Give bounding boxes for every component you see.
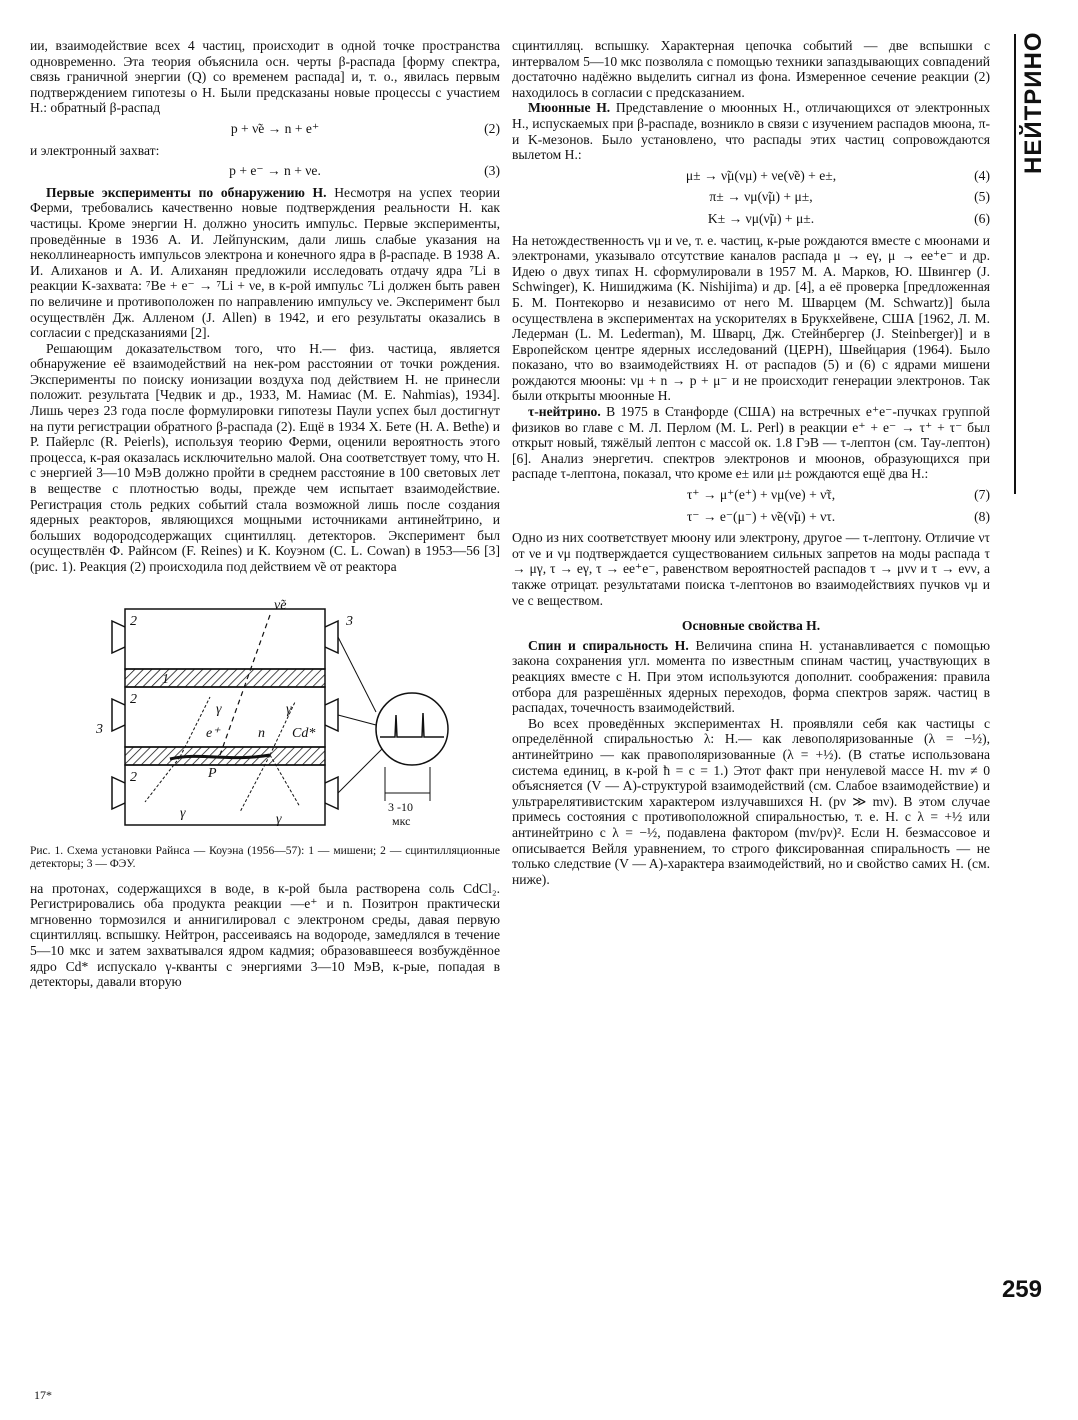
left-paragraph-4: Решающим доказательством того, что Н.— физ. частица, является обнаружение её взаимодействий на нек-ром расстоянии от точки рождения. Эксперименты по поиску ионизации воздуха под действием Н. не принесли положит. результата [Чедвик и др., 1933, М. Намиас (М. Е. Nahmias), 1934]. Лишь через 23 года после формулировки гипотезы Паули успех был достигнут на пути регистрации обратного β-распада (2). Ещё в 1934 X. Бете (H. A. Bethe) и Р. Пайерлс (R. Peierls), используя теорию Ферми, оценили вероятность этого процесса, к-рая оказалась исключительно малой. Она соответствует тому, что Н. с энергией 3—10 МэВ должно пройти в среднем расстояние в 100 световых лет в веществе с плотностью воды, прежде чем испытает взаимодействие. Регистрация столь редких событий стала возможной лишь после создания ядерных реакторов, являющихся мощными источниками антинейтрино, и больших водородсодержащих сцинтилляц. детекторов. Эксперимент был осуществлён Ф. Райнсом (F. Reines) и К. Коуэном (C. L. Cowan) в 1953—56 [3] (рис. 1). Реакция (2) происходила под действием ν̃e от реактора: [30, 340, 500, 574]
wire-bottom: [338, 749, 382, 793]
equation-6-number: (6): [974, 210, 990, 226]
label-eplus: e⁺: [206, 725, 220, 741]
equation-2-formula: p + ν̃e → n + e⁺: [230, 120, 320, 136]
heading-spin-helicity: Спин и спиральность Н.: [528, 637, 689, 653]
equation-2-number: (2): [484, 120, 500, 136]
right-paragraph-6: [512, 638, 990, 716]
label-gamma-3: γ: [180, 805, 186, 821]
right-paragraph-2: [512, 100, 990, 162]
right-paragraph-3: На нетождественность νμ и νe, т. е. частиц, к-рые рождаются вместе с мюонами и электронами, указывало отсутствие каналов распада μ → eγ, μ → ee⁺e⁻ и др. Идею о двух типах Н. сформулировали в 1957 М. А. Марков, Ю. Швингер (J. Schwinger), К. Нишиджима (K. Nishijima) и др. [4], а её проверка [предложенная Б. М. Понтекорво и независимо от него М. Шварцем (M. Schwartz)] была осуществлена в экспериментах на ускорителях в Брукхейвене, США [1962, Л. М. Ледерман (L. M. Lederman), М. Шварц, Дж. Стейнбергер (J. Steinberger)] и в Европейском центре ядерных исследований (ЦЕРН), Швейцария (1964). Было показано, что во взаимодействиях Н. от распадов (5) и (6) с ядрами мишени рождаются мюоны: νμ + n → p + μ⁻ и не происходит генерации электронов. Так были открыты мюонные Н.: [512, 232, 990, 404]
pmt-right-top: [325, 621, 338, 653]
left-paragraph-2: и электронный захват:: [30, 142, 160, 158]
running-header: [1012, 31, 1056, 494]
pmt-left-middle: [112, 699, 125, 731]
equation-5-formula: π± → νμ(ν̃μ) + μ±,: [709, 189, 813, 205]
equation-7-number: (7): [974, 487, 990, 503]
wire-middle: [338, 715, 376, 725]
heading-muon-neutrinos: Мюонные Н.: [528, 100, 611, 116]
left-column: [30, 38, 500, 990]
detector-bottom: [125, 765, 325, 825]
right-paragraph-6-text: Величина спина Н. устанавливается с помощью закона сохранения угл. момента по известным спинам частиц, участвующих в реакциях вместе с Н. При этом используются дополнит. соображения: правила отбора для разрешённых ядерных переходов, форма спектров заряж. частиц в распадах, точечность взаимодействий.: [512, 637, 990, 716]
equation-8-number: (8): [974, 508, 990, 524]
right-paragraph-4-text: В 1975 в Станфорде (США) на встречных e⁺e⁻-пучках группой физиков во главе с М. Л. Перлом (M. L. Perl) в реакции e⁺ + e⁻ → τ⁺ + τ⁻ был открыт новый, тяжёлый лептон с массой ок. 1.8 ГэВ — τ-лептон (см. Тау-лептон) [6]. Анализ энергетич. спектров электронов и мюонов, образующихся при распаде τ-лептона, показал, что кроме e± или μ± рождаются ещё два Н.:: [512, 404, 991, 482]
left-paragraph-3: [30, 185, 500, 341]
equation-3-formula: p + e⁻ → n + νe.: [229, 163, 321, 179]
detector-top: [125, 609, 325, 669]
equation-7: [512, 487, 990, 503]
label-nu: ν̃e: [274, 597, 287, 613]
equation-8-formula: τ⁻ → e⁻(μ⁻) + ν̃e(ν̃μ) + ντ.: [686, 508, 836, 524]
label-2-middle: 2: [130, 691, 137, 707]
left-paragraph-1: ии, взаимодействие всех 4 частиц, происходит в одной точке пространства одновременно. Эта теория объяснила осн. черты β-распада [форму спектра, связь граничной энергии (Q) со временем распада] и, т. о., явилась первым подтверждением гипотезы о Н. Были предсказаны новые процессы с участием Н.: обратный β-распад: [30, 38, 500, 116]
equation-4-formula: μ± → ν̃μ(νμ) + νe(ν̃e) + e±,: [685, 167, 837, 183]
right-paragraph-5: Одно из них соответствует мюону или электрону, другое — τ-лептону. Отличие ντ от νe и νμ подтверждается существованием сильных запретов на моды распада τ → μγ, τ → eγ, τ → ee⁺e⁻, равенством вероятностей распадов τ → μνν и τ → eνν, а также отрицат. результатами поиска τ-лептонов во взаимодействиях пучков νμ и νe с веществом.: [512, 530, 990, 608]
label-p: P: [208, 765, 217, 781]
figure-1-caption: Рис. 1. Схема установки Райнса — Коуэна (1956—57): 1 — мишени; 2 — сцинтилляционные детекторы; 3 — ФЭУ.: [30, 844, 500, 870]
label-cd: Cd*: [292, 725, 316, 741]
equation-8: [512, 509, 990, 525]
figure-1-diagram: [30, 587, 500, 839]
right-paragraph-4: [512, 404, 990, 482]
label-scale-unit: мкс: [392, 813, 411, 828]
header-rule: [1014, 34, 1016, 494]
label-3-middle: 3: [96, 721, 103, 737]
label-n: n: [258, 725, 265, 741]
equation-3-number: (3): [484, 163, 500, 179]
right-paragraph-7: Во всех проведённых экспериментах Н. проявляли себя как частицы с определённой спиральностью λ: Н.— как левополяризованные (λ = −½), антинейтрино — как правополяризованные (λ = +½). (В статье использована система единиц, в к-рой ħ = c = 1.) Этот факт при ненулевой массе Н. mν ≠ 0 объясняется (V — A)-структурой взаимодействий (см. Слабое взаимодействие) и ультрарелятивистским характером излучавшихся Н. (pν ≫ mν). В этом случае примесь состояния с противоположной спиральностью, т. е. Н. с λ = +½ или антинейтрино с λ = −½, подавлена фактором (mν/pν)². Если Н. безмассовое и описывается Вейля уравнением, то строго фиксированная спиральность — не только следствие (V — A)-характера взаимодействий, но и свойство самих Н. (см. ниже).: [512, 715, 990, 887]
heading-first-experiments: Первые эксперименты по обнаружению Н.: [46, 184, 327, 200]
left-paragraph-5: на протонах, содержащихся в воде, в к-рой была растворена соль CdCl₂. Регистрировались оба продукта реакции —e⁺ и n. Позитрон практически мгновенно тормозился и аннигилировал с электроном среды, давая первую сцинтилляц. вспышку. Нейтрон, рассеиваясь на водороде, замедлялся в течение 5—10 мкс и затем захватывался ядром кадмия; образовавшееся возбуждённое ядро Cd* испускало γ-кванты с энергиями 3—10 МэВ, к-рые, попадая в детекторы, давали вторую: [30, 880, 500, 990]
left-paragraph-3-text: Несмотря на успех теории Ферми, требовались качественно новые подтверждения реальности Н. как частицы. Кроме энергии Н. должно уносить импульс. Первые эксперименты, проведённые в 1936 А. И. Лейпунским, дали лишь слабые указания на неколлинеарность импульсов электрона и конечного ядра в β-распаде. В 1938 А. И. Алиханов и А. И. Алиханян предложили исследовать отдачу ядра ⁷Li в реакции K-захвата: ⁷Be + e⁻ → ⁷Li + νe, в к-рой импульс ⁷Li должен быть равен по величине и противоположен по направлению импульсу νe. Эксперимент был осуществлён Дж. Алленом (J. Allen) в 1942, и его результаты оказались в согласии с предсказаниями [2].: [30, 184, 500, 341]
pmt-left-bottom: [112, 777, 125, 809]
label-1: 1: [162, 671, 169, 687]
equation-4-number: (4): [974, 167, 990, 183]
scale-bar: [385, 767, 430, 801]
label-scale: 3 -10: [388, 799, 413, 814]
label-2-top: 2: [130, 613, 137, 629]
right-column: [512, 38, 990, 887]
running-title: НЕЙТРИНО: [1020, 31, 1047, 174]
signal-trace: [380, 713, 444, 737]
equation-6: [512, 211, 990, 227]
pmt-right-middle: [325, 699, 338, 731]
page-number: 259: [1001, 1276, 1042, 1303]
label-gamma-1: γ: [216, 701, 222, 717]
pmt-right-bottom: [325, 777, 338, 809]
figure-1: [30, 587, 500, 839]
equation-3: [30, 163, 500, 179]
pmt-left-top: [112, 621, 125, 653]
equation-6-formula: K± → νμ(ν̃μ) + μ±.: [707, 210, 815, 226]
equation-4: [512, 168, 990, 184]
equation-7-formula: τ⁺ → μ⁺(e⁺) + νμ(νe) + ν̃τ,: [686, 487, 836, 503]
wire-top: [338, 637, 376, 712]
target-top: [125, 669, 325, 687]
label-2-bottom: 2: [130, 769, 137, 785]
printer-signature: 17*: [34, 1388, 52, 1402]
equation-2: [30, 121, 500, 137]
right-paragraph-2-text: Представление о мюонных Н., отличающихся от электронных Н., испускаемых при β-распаде, возникло в связи с изучением распадов мюона, π- и K-мезонов. Было установлено, что распады этих частиц сопровождаются вылетом Н.:: [512, 100, 990, 163]
section-heading-properties: Основные свойства Н.: [681, 618, 821, 634]
right-paragraph-1: сцинтилляц. вспышку. Характерная цепочка событий — две вспышки с интервалом 5—10 мкс позволяла с помощью техники запаздывающих совпадений достаточно надёжно выделить сигнал из фона. Измеренное сечение реакции (2) находилось в согласии с предсказанием.: [512, 38, 990, 100]
label-gamma-4: γ: [276, 811, 282, 827]
oscilloscope: [376, 693, 448, 765]
equation-5: [512, 189, 990, 205]
label-3-top: 3: [346, 613, 353, 629]
label-gamma-2: γ: [286, 701, 292, 717]
equation-5-number: (5): [974, 189, 990, 205]
heading-tau-neutrino: τ-нейтрино.: [528, 404, 601, 420]
